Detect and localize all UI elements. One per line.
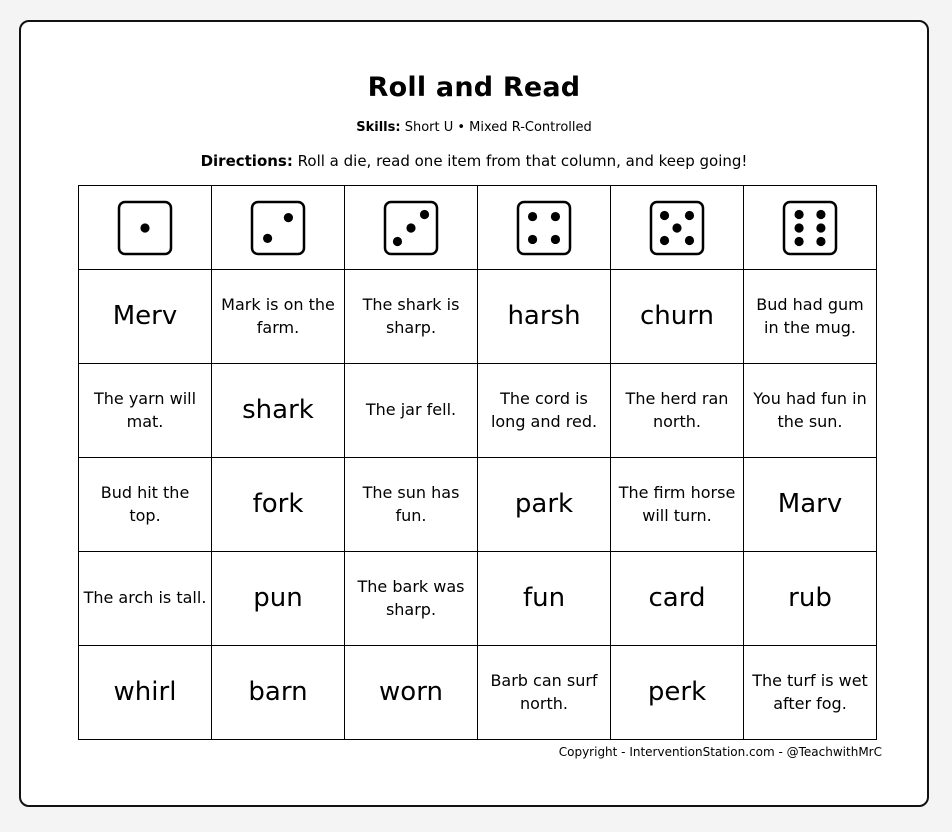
die-face — [518, 202, 570, 254]
word-cell: rub — [744, 552, 877, 646]
skills-label: Skills: — [356, 120, 401, 135]
word-cell: Merv — [79, 270, 212, 364]
word-cell: pun — [212, 552, 345, 646]
word-cell: card — [611, 552, 744, 646]
page-title: Roll and Read — [367, 72, 581, 103]
die-pip — [406, 223, 415, 232]
sentence-cell: Mark is on the farm. — [212, 270, 345, 364]
die-pip — [794, 223, 803, 232]
die-pip — [660, 235, 669, 244]
die-pip — [284, 213, 293, 222]
word-cell: harsh — [478, 270, 611, 364]
die-face — [784, 202, 836, 254]
roll-and-read-grid — [78, 185, 877, 740]
word-cell: shark — [212, 364, 345, 458]
sentence-cell: The herd ran north. — [611, 364, 744, 458]
die-pip — [685, 210, 694, 219]
copyright-text: Copyright - InterventionStation.com - @TeachwithMrC — [558, 745, 882, 759]
die-face — [252, 202, 304, 254]
sentence-cell: You had fun in the sun. — [744, 364, 877, 458]
directions-text: Roll a die, read one item from that column, and keep going! — [297, 152, 748, 170]
grid-row — [79, 364, 877, 458]
dice-header-cell — [345, 186, 478, 270]
die-two-icon — [250, 200, 306, 256]
die-pip — [672, 223, 681, 232]
die-pip — [816, 223, 825, 232]
word-cell: churn — [611, 270, 744, 364]
die-pip — [794, 209, 803, 218]
word-cell: worn — [345, 646, 478, 740]
grid-row — [79, 270, 877, 364]
die-five-icon — [649, 200, 705, 256]
word-cell: fork — [212, 458, 345, 552]
die-four-icon — [516, 200, 572, 256]
grid-row — [79, 552, 877, 646]
directions-label: Directions: — [200, 152, 293, 170]
worksheet-page — [19, 20, 929, 807]
sentence-cell: The shark is sharp. — [345, 270, 478, 364]
die-pip — [393, 236, 402, 245]
die-pip — [816, 209, 825, 218]
die-pip — [420, 209, 429, 218]
skills-text: Short U • Mixed R-Controlled — [404, 120, 592, 135]
die-pip — [660, 210, 669, 219]
dice-header-cell — [744, 186, 877, 270]
die-three-icon — [383, 200, 439, 256]
word-cell: barn — [212, 646, 345, 740]
dice-header-cell — [478, 186, 611, 270]
die-pip — [551, 234, 560, 243]
sentence-cell: The arch is tall. — [79, 552, 212, 646]
die-pip — [685, 235, 694, 244]
grid-row — [79, 458, 877, 552]
dice-header-cell — [79, 186, 212, 270]
word-cell: Marv — [744, 458, 877, 552]
word-cell: park — [478, 458, 611, 552]
dice-header-row — [79, 186, 877, 270]
sentence-cell: The yarn will mat. — [79, 364, 212, 458]
die-pip — [263, 233, 272, 242]
word-cell: whirl — [79, 646, 212, 740]
die-pip — [528, 211, 537, 220]
sentence-cell: The sun has fun. — [345, 458, 478, 552]
directions-line — [21, 152, 927, 170]
sentence-cell: Bud hit the top. — [79, 458, 212, 552]
die-pip — [551, 211, 560, 220]
die-pip — [816, 236, 825, 245]
die-six-icon — [782, 200, 838, 256]
sentence-cell: The bark was sharp. — [345, 552, 478, 646]
word-cell: perk — [611, 646, 744, 740]
sentence-cell: The cord is long and red. — [478, 364, 611, 458]
sentence-cell: Barb can surf north. — [478, 646, 611, 740]
dice-header-cell — [212, 186, 345, 270]
sentence-cell: The turf is wet after fog. — [744, 646, 877, 740]
die-pip — [528, 234, 537, 243]
skills-line — [21, 120, 927, 135]
dice-header-cell — [611, 186, 744, 270]
sentence-cell: Bud had gum in the mug. — [744, 270, 877, 364]
sentence-cell: The jar fell. — [345, 364, 478, 458]
sentence-cell: The firm horse will turn. — [611, 458, 744, 552]
die-pip — [140, 223, 149, 232]
word-cell: fun — [478, 552, 611, 646]
die-pip — [794, 236, 803, 245]
die-one-icon — [117, 200, 173, 256]
grid-row — [79, 646, 877, 740]
